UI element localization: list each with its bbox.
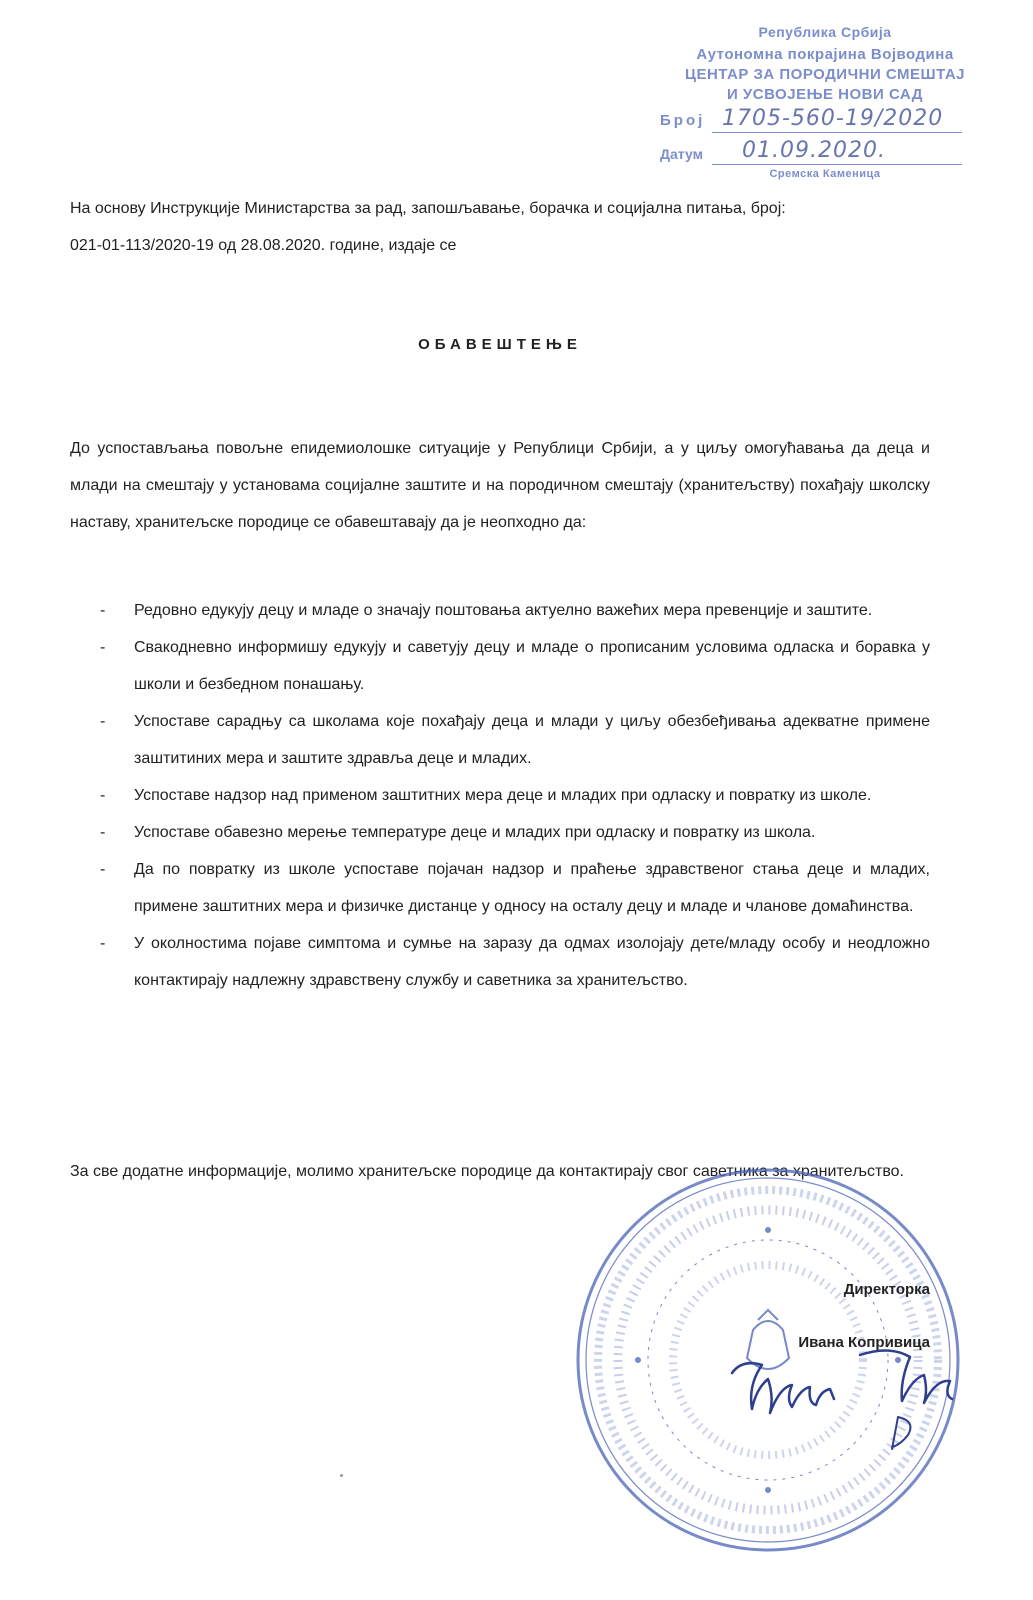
list-dash: - xyxy=(100,787,106,804)
list-item: - Свакодневно информишу едукују и саветују децу и младе о прописаним условима одласка и боравка у школи и безбедном понашању. xyxy=(70,629,930,703)
handwritten-signature-icon xyxy=(720,1325,980,1455)
list-dash: - xyxy=(100,824,106,841)
stamp-line-republic: Република Србија xyxy=(758,24,892,40)
main-paragraph: До успостављања повољне епидемиолошке ситуације у Републици Србији, а у циљу омогућавања да деца и млади на смештају у установама социјалне заштите и на породичном смештају (хранитељству) похађају школску наставу, хранитељске породице се обавештавају да је неопходно да: xyxy=(70,440,930,531)
stamp-line-province: Аутономна покрајина Војводина xyxy=(696,46,954,63)
list-item: - У околностима појаве симптома и сумње на заразу да одмах изолојају дете/младу особу и неодложно контактирају надлежну здравствену службу и саветника за хранитељство. xyxy=(70,925,930,999)
list-dash: - xyxy=(100,713,106,730)
list-item: - Успоставе надзор над применом заштитних мера деце и младих при одласку и повратку из школе. xyxy=(70,777,930,814)
list-dash: - xyxy=(100,935,106,952)
document-title: ОБАВЕШТЕЊЕ xyxy=(418,336,582,353)
stamp-line-city: И УСВОЈЕЊЕ НОВИ САД xyxy=(726,86,923,103)
list-dash: - xyxy=(100,639,106,656)
intro-line-1: На основу Инструкције Министарства за рад, запошљавање, борачка и социјална питања, број: xyxy=(70,200,786,217)
intro-line-2: 021-01-113/2020-19 од 28.08.2020. године, издаје се xyxy=(70,237,457,254)
list-item: - Да по повратку из школе успоставе појачан надзор и праћење здравственог стања деце и младих, примене заштитних мера и физичке дистанце у односу на осталу децу и младе и чланове домаћинства. xyxy=(70,851,930,925)
stamp-line-center: ЦЕНТАР ЗА ПОРОДИЧНИ СМЕШТАЈ xyxy=(684,66,966,83)
list-dash: - xyxy=(100,602,106,619)
list-dash: - xyxy=(100,861,106,878)
registry-stamp xyxy=(660,22,990,182)
list-item: - Успоставе сарадњу са школама које похађају деца и млади у циљу обезбеђивања адекватне примене заштитиних мера и заштите здравља деце и младих. xyxy=(70,703,930,777)
list-item: - Успоставе обавезно мерење температуре деце и младих при одласку и повратку из школа. xyxy=(70,814,930,851)
stamp-number-value: 1705-560-19/2020 xyxy=(722,106,944,131)
stamp-date-underline xyxy=(712,164,962,165)
closing-paragraph: За све додатне информације, молимо хранитељске породице да контактирају свог саветника за хранитељство. xyxy=(70,1163,904,1180)
intro-paragraph xyxy=(70,190,930,264)
signatory-name: Ивана Копривица xyxy=(798,1334,930,1351)
stamp-date-value: 01.09.2020. xyxy=(742,138,886,163)
stamp-number-label: Број xyxy=(660,112,706,129)
scan-speck xyxy=(340,1474,343,1477)
measures-list xyxy=(70,592,930,999)
list-item: - Редовно едукују децу и младе о значају поштовања актуелно важећих мера превенције и заштите. xyxy=(70,592,930,629)
stamp-number-underline xyxy=(712,132,962,133)
stamp-location: Сремска Каменица xyxy=(769,168,881,180)
signatory-title: Директорка xyxy=(843,1281,930,1298)
stamp-date-label: Датум xyxy=(660,146,703,162)
